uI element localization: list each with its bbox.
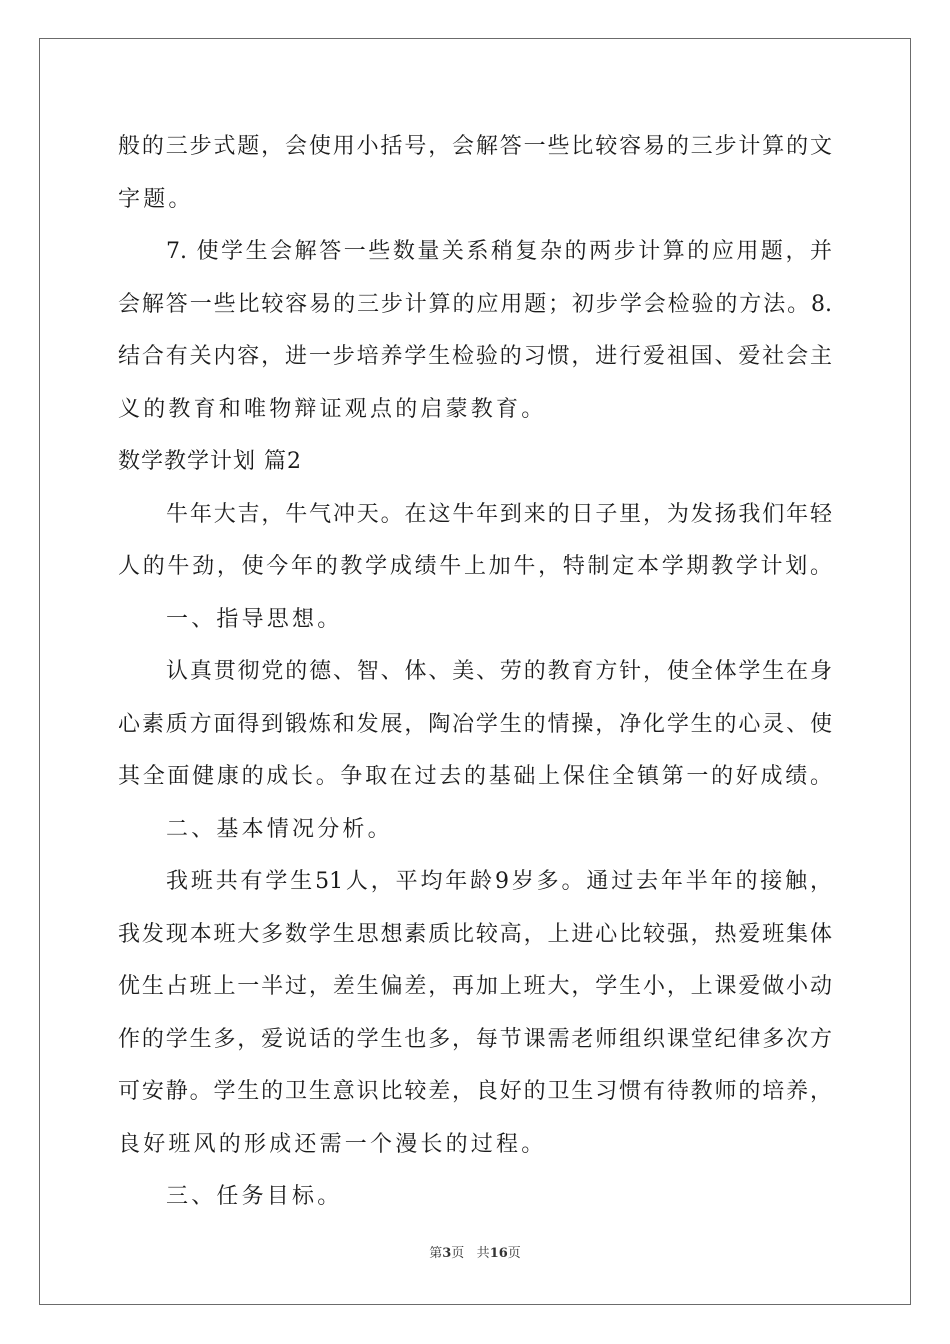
- text-line: 作的学生多，爱说话的学生也多，每节课需老师组织课堂纪律多次方: [118, 1026, 832, 1052]
- total-prefix: 共: [476, 1246, 490, 1261]
- text-line: 优生占班上一半过，差生偏差，再加上班大，学生小，上课爱做小动: [118, 974, 832, 999]
- text-line: 牛年大吉，牛气冲天。在这牛年到来的日子里，为发扬我们年轻: [166, 501, 832, 527]
- document-body: [118, 121, 832, 1224]
- text-line: 二、基本情况分析。: [166, 816, 393, 842]
- current-page-number: 3: [442, 1246, 452, 1261]
- section-heading: 数学教学计划 篇2: [118, 449, 302, 474]
- text-line: 义的教育和唯物辩证观点的启蒙教育。: [118, 396, 547, 422]
- text-line: 字题。: [118, 186, 194, 212]
- page-suffix: 页: [451, 1246, 465, 1261]
- total-suffix: 页: [507, 1246, 521, 1261]
- text-line: 良好班风的形成还需一个漫长的过程。: [118, 1131, 547, 1157]
- page-prefix: 第: [429, 1246, 443, 1261]
- text-line: 7. 使学生会解答一些数量关系稍复杂的两步计算的应用题，并: [166, 239, 832, 264]
- text-line: 结合有关内容，进一步培养学生检验的习惯，进行爱祖国、爱社会主: [118, 344, 832, 369]
- text-line: 心素质方面得到锻炼和发展，陶冶学生的情操，净化学生的心灵、使: [118, 711, 832, 737]
- text-line: 认真贯彻党的德、智、体、美、劳的教育方针，使全体学生在身: [166, 659, 832, 684]
- text-line: 我发现本班大多数学生思想素质比较高，上进心比较强，热爱班集体: [118, 921, 832, 947]
- text-line: 会解答一些比较容易的三步计算的应用题；初步学会检验的方法。8.: [118, 291, 832, 317]
- text-line: 三、任务目标。: [166, 1184, 343, 1209]
- total-page-number: 16: [489, 1246, 508, 1261]
- text-line: 其全面健康的成长。争取在过去的基础上保住全镇第一的好成绩。: [118, 764, 832, 789]
- text-line: 般的三步式题，会使用小括号，会解答一些比较容易的三步计算的文: [118, 134, 832, 159]
- page-footer: [0, 1245, 950, 1263]
- text-line: 一、指导思想。: [166, 606, 343, 632]
- text-line: 我班共有学生51人，平均年龄9岁多。通过去年半年的接触，: [166, 869, 832, 894]
- text-line: 人的牛劲，使今年的教学成绩牛上加牛，特制定本学期教学计划。: [118, 554, 832, 579]
- text-line: 可安静。学生的卫生意识比较差，良好的卫生习惯有待教师的培养，: [118, 1079, 832, 1104]
